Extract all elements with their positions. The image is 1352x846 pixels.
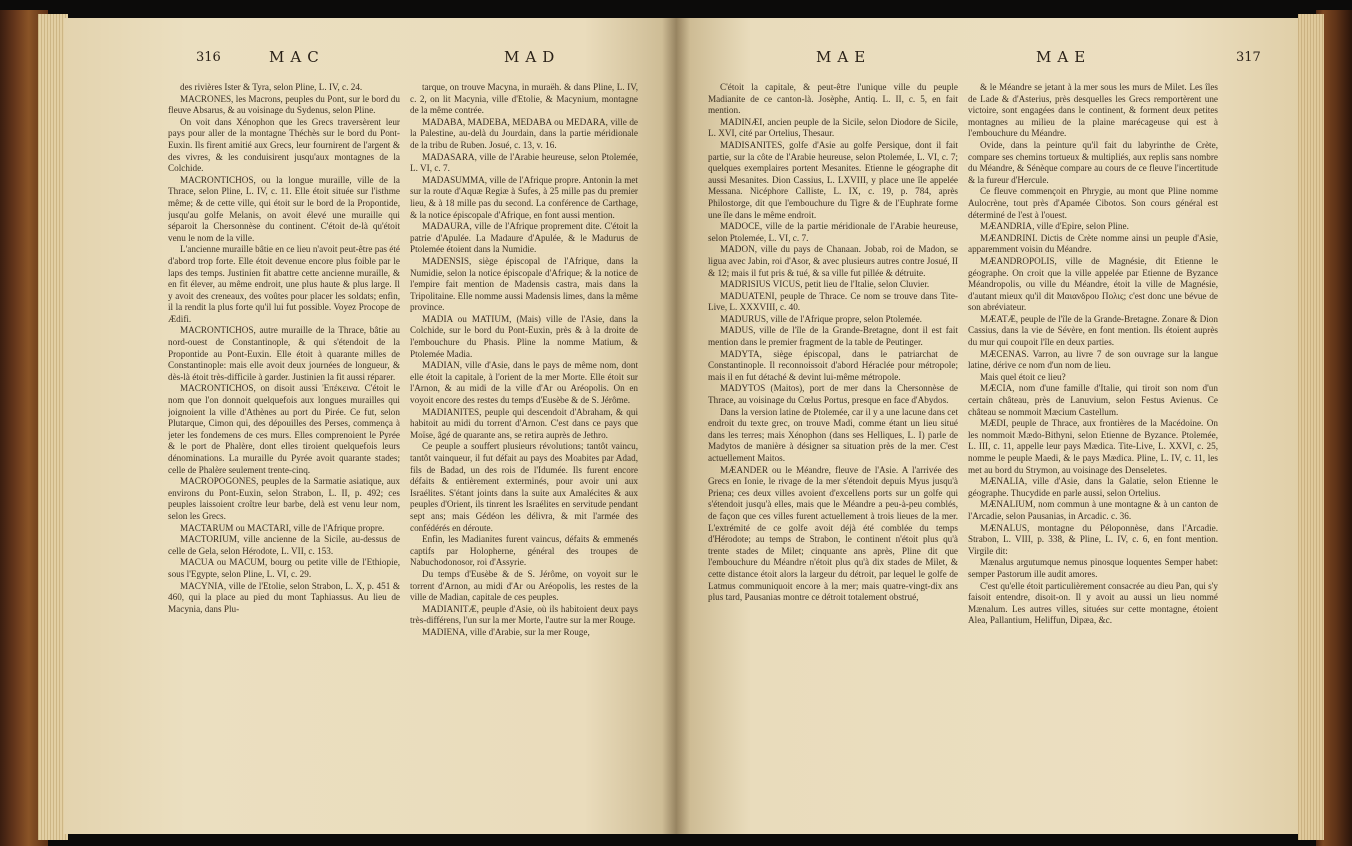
text-column-2 (410, 82, 638, 834)
paragraph: Du temps d'Eusèbe & de S. Jérôme, on voyoit sur le torrent d'Arnon, au midi d'Ar ou Aréopolis, les restes de la ville de Madian, capitale de ces peuples. (410, 568, 638, 603)
paragraph: MADABA, MADEBA, MEDABA ou MEDARA, ville de la Palestine, au-delà du Jourdain, dans la partie méridionale de la tribu de Ruben. Josué, c. 13, v. 16. (410, 116, 638, 150)
paragraph: Ce peuple a souffert plusieurs révolutions; tantôt vaincu, tantôt vainqueur, il fut défait au pays des Moabites par Adad, fils de Badad, un des rois de l'Idumée. Ils furent encore défaits & entièrement exterminés, pour avoir uni aux Israélites. S'étant joints dans la suite aux Amalécites & aux peuples d'Orient, ils tinrent les Israélites en servitude pendant sept ans; mais Gédéon les délivra, & mit l'armée des confédérés en déroute. (410, 441, 638, 533)
paragraph: MÆANDRINI. Dictis de Crète nomme ainsi un peuple d'Asie, apparemment voisin du Méandre. (968, 232, 1218, 255)
paragraph: MACTORIUM, ville ancienne de la Sicile, au-dessus de celle de Gela, selon Hérodote, L. VII, c. 153. (168, 534, 400, 556)
paragraph: Dans la version latine de Ptolemée, car il y a une lacune dans cet endroit du texte grec, on trouve Madi, comme étant un lieu situé dans les terres; mais Xénophon (dans ses Helliques, L. I) parle de Madytos de manière à désigner sa situation près de la mer. C'est actuellement Maitos. (708, 406, 958, 463)
paragraph: MADIANITES, peuple qui descendoit d'Abraham, & qui habitoit au midi du torrent d'Arnon. C'est dans ce pays que Moïse, âgé de quarante ans, se retira auprès de Jethro. (410, 406, 638, 440)
paragraph: MADIA ou MATIUM, (Mais) ville de l'Asie, dans la Colchide, sur le bord du Pont-Euxin, près & à la droite de l'embouchure du Phasis. Pline la nomme Matium, & Ptolemée Madia. (410, 313, 638, 359)
paragraph: MADIANITÆ, peuple d'Asie, où ils habitoient deux pays très-différens, l'un sur la mer Morte, l'autre sur la mer Rouge. (410, 603, 638, 626)
paragraph: MÆNALIA, ville d'Asie, dans la Galatie, selon Etienne le géographe. Thucydide en parle aussi, selon Ortelius. (968, 476, 1218, 498)
paragraph: Ovide, dans la peinture qu'il fait du labyrinthe de Crète, compare ses chemins tortueux & multipliés, aux replis sans nombre du Méandre, & Sénèque compare au cours de ce fleuve l'incertitude & la fureur d'Hercule. (968, 139, 1218, 185)
paragraph: MADISANITES, golfe d'Asie au golfe Persique, dont il fait partie, sur la côte de l'Arabie heureuse, selon Ptolemée, L. VI, c. 7; quelques exemplaires portent Mesanites. Etienne le géographe dit aussi Mesanites. Dion Cassius, L. LXVIII, y place une île appelée Messana. Nicéphore Calliste, L. IX, c. 19, p. 784, après Philostorge, dit que l'embouchure du Tigre & de l'Euphrate forme une île dans le même endroit. (708, 139, 958, 220)
paragraph: MADAURA, ville de l'Afrique proprement dite. C'étoit la patrie d'Apulée. La Madaure d'Apulée, & le Madurus de Ptolemée étoient dans la Numidie. (410, 221, 638, 255)
paragraph: MACRONTICHOS, on disoit aussi Ἐπέκεινα. C'étoit le nom que l'on donnoit quelquefois aux longues murailles qui joignoient la ville d'Athènes au port du Pirée. Ce fut, selon Plutarque, Cimon qui, des dépouilles des Perses, commença à jeter les fondemens de ces murs. Elles comprenoient le Pyrée & le port de Phalère, dont elles tiroient quelquefois leurs dénominations. La muraille du Pyrée avoit quarante stades; celle de Phalère seulement trente-cinq. (168, 383, 400, 475)
running-head-left: MAC (269, 48, 325, 66)
paragraph: MADOCE, ville de la partie méridionale de l'Arabie heureuse, selon Ptolemée, L. VI, c. 7. (708, 221, 958, 243)
paragraph: Enfin, les Madianites furent vaincus, défaits & emmenés captifs par Holopherne, général des troupes de Nabuchodonosor, roi d'Assyrie. (410, 534, 638, 568)
running-head-right: MAE (1036, 48, 1092, 66)
paragraph: MÆANDROPOLIS, ville de Magnésie, dit Etienne le géographe. On croit que la ville appelée par Etienne de Byzance Méandropolis, ou ville du Méandre, étoit la ville de Magnésie, d'autant mieux qu'il dit Μαιανδρου Πολις; c'est donc une bévue de son abréviateur. (968, 255, 1218, 313)
paragraph: MADINÆI, ancien peuple de la Sicile, selon Diodore de Sicile, L. XVI, cité par Ortelius, Thesaur. (708, 116, 958, 139)
paragraph: MADYTA, siège épiscopal, dans le patriarchat de Constantinople. Il reconnoissoit d'abord Héraclée pour métropole; mais il en fut détaché & devint lui-même métropole. (708, 348, 958, 382)
text-column-2 (968, 82, 1218, 834)
paragraph: des rivières Ister & Tyra, selon Pline, L. IV, c. 24. (180, 82, 363, 92)
paragraph: MÆANDER ou le Méandre, fleuve de l'Asie. A l'arrivée des Grecs en Ionie, le rivage de la mer s'étendoit depuis Myus jusqu'à Priena; ces deux villes avoient d'excellens ports sur un golfe qui s'étendoit jusqu'à elles, mais que le Méandre a peu-à-peu comblés, de façon que ces villes furent actuellement à trois lieues de la mer. L'extrémité de ce golfe avoit déjà été comblée du temps d'Hérodote; au temps de Strabon, le continent n'étoit plus qu'à trente stades de Milet; cinquante ans après, Pline dit que l'embouchure du Méandre n'étoit plus qu'à dix stades de Milet, & cette distance étoit alors la largeur du détroit, par lequel le golfe de Latmus communiquoit encore à la mer; mais quatre-vingt-dix ans plus tard, Pausanias montre ce détroit totalement obstrué, (708, 464, 958, 603)
paragraph: MÆNALIUM, nom commun à une montagne & à un canton de l'Arcadie, selon Pausanias, in Arcadic. c. 36. (968, 499, 1218, 521)
paragraph: MACTARUM ou MACTARI, ville de l'Afrique propre. (180, 522, 385, 533)
paragraph: MADRISIUS VICUS, petit lieu de l'Italie, selon Cluvier. (720, 279, 930, 290)
paragraph: tarque, on trouve Macyna, in muraëh. & dans Pline, L. IV, c. 2, on lit Macynia, ville d'Etolie, & Macynium, montagne de la même contrée. (410, 82, 638, 116)
text-column-1 (708, 82, 958, 834)
paragraph: MÆCENAS. Varron, au livre 7 de son ouvrage sur la langue latine, dérive ce nom d'un nom de lieu. (968, 348, 1218, 371)
paragraph: MADENSIS, siège épiscopal de l'Afrique, dans la Numidie, selon la notice épiscopale d'Afrique; & la notice de l'empire fait mention de Madensis castra, mais dans la Tripolitaine. Elle nomme aussi Madensis limes, dans la même province. (410, 255, 638, 313)
paragraph: Mænalus argutumque nemus pinosque loquentes Semper habet: semper Pastorum ille audit amores. (968, 557, 1218, 579)
paragraph: MÆNALUS, montagne du Péloponnèse, dans l'Arcadie. Strabon, L. VIII, p. 338, & Pline, L. IV, c. 6, en font mention. Virgile dit: (968, 522, 1218, 556)
text-column-1 (168, 82, 400, 834)
running-head-left: MAE (816, 48, 872, 66)
left-page (64, 18, 676, 834)
paragraph: MADYTOS (Maitos), port de mer dans la Chersonnèse de Thrace, au voisinage du Cœlus Portus, presque en face d'Abydos. (708, 383, 958, 406)
paragraph: MACRONTICHOS, autre muraille de la Thrace, bâtie au nord-ouest de Constantinople, & qui s'étendoit de la Propontide au Pont-Euxin. Elle étoit à quarante milles de Constantinople: mais elle avoit deux journées de longueur, & dès-là étoit très-difficile à garder. Justinien la fit aussi réparer. (168, 325, 400, 382)
paragraph: Ce fleuve commençoit en Phrygie, au mont que Pline nomme Aulocrène, tout près d'Apamée Cibotos. Son cours général est déterminé de l'est à l'ouest. (968, 186, 1218, 220)
running-head-right: MAD (504, 48, 561, 66)
paragraph: MACUA ou MACUM, bourg ou petite ville de l'Ethiopie, sous l'Egypte, selon Pline, L. VI, c. 29. (168, 557, 400, 579)
paragraph: MADASARA, ville de l'Arabie heureuse, selon Ptolemée, L. VI, c. 7. (410, 151, 638, 174)
paragraph: MACRONTICHOS, ou la longue muraille, ville de la Thrace, selon Pline, L. IV, c. 11. Elle étoit située sur l'isthme même; & de cette ville, qui étoit sur le bord de la Propontide, jusqu'au golfe Melanis, on avoit élevé une muraille qui séparoit la Chersonnèse du continent. C'étoit de-là qu'étoit venu le nom de la ville. (168, 174, 400, 243)
paragraph: MÆCIA, nom d'une famille d'Italie, qui tiroit son nom d'un certain château, près de Lanuvium, selon Festus Avienus. Ce château se nommoit Mæcium Castellum. (968, 383, 1218, 417)
page-number: 316 (196, 50, 221, 65)
paragraph: MADASUMMA, ville de l'Afrique propre. Antonin la met sur la route d'Aquæ Regiæ à Sufes, à 25 mille pas du premier lieu, & à 18 mille pas du second. La conférence de Carthage, & la notice épiscopale d'Afrique, en font aussi mention. (410, 174, 638, 220)
paragraph: L'ancienne muraille bâtie en ce lieu n'avoit peut-être pas été d'abord trop forte. Elle étoit devenue encore plus foible par le laps des temps. Justinien fit abattre cette ancienne muraille, & en fit élever, au même endroit, une plus haute & plus large. Il y avoit des creneaux, des voûtes pour placer les soldats; enfin, il la rendit la plus forte qu'il lui fut possible. Voyez Procope de Ædifi. (168, 244, 400, 324)
paragraph: Mais quel étoit ce lieu? (980, 371, 1066, 382)
paragraph: MACROPOGONES, peuples de la Sarmatie asiatique, aux environs du Pont-Euxin, selon Strabon, L. II, p. 492; ces peuples laissoient croître leur barbe, delà est venu leur nom, selon les Grecs. (168, 476, 400, 521)
paragraph: MACRONES, les Macrons, peuples du Pont, sur le bord du fleuve Absarus, & au voisinage du Sydenus, selon Pline. (168, 93, 400, 116)
paragraph: MÆDI, peuple de Thrace, aux frontières de la Macédoine. On les nommoit Mædo-Bithyni, selon Etienne de Byzance. Ptolemée, L. III, c. 11, appelle leur pays Mædica. Tite-Live, L. XXVI, c. 25, nomme le peuple Maedi, & le pays Mædica. Pline, L. IV, c. 11, les met au bord du Strymon, au voisinage des Denseletes. (968, 418, 1218, 475)
paragraph: MÆATÆ, peuple de l'île de la Grande-Bretagne. Zonare & Dion Cassius, dans la vie de Sévère, en font mention. Ils étoient auprès du mur qui coupoit l'île en deux parties. (968, 313, 1218, 348)
paragraph: C'étoit la capitale, & peut-être l'unique ville du peuple Madianite de ce canton-là. Josèphe, Antiq. L. II, c. 5, en fait mention. (708, 82, 958, 116)
page-edges-right (1298, 14, 1324, 840)
paragraph: MÆANDRIA, ville d'Epire, selon Pline. (980, 221, 1129, 232)
paragraph: MADURUS, ville de l'Afrique propre, selon Ptolemée. (720, 313, 922, 324)
paragraph: MADIAN, ville d'Asie, dans le pays de même nom, dont elle étoit la capitale, à l'orient de la mer Morte. Elle étoit sur l'Arnon, & au midi de la ville d'Ar ou Aréopolis. On en voyoit encore des restes du temps d'Eusèbe & de S. Jérôme. (410, 360, 638, 406)
paragraph: MADIENA, ville d'Arabie, sur la mer Rouge, (422, 626, 590, 637)
book-gutter (662, 18, 690, 834)
paragraph: & le Méandre se jetant à la mer sous les murs de Milet. Les îles de Lade & d'Asterius, près desquelles les Grecs remportèrent une victoire, sont engagées dans le continent, & forment deux petites montagnes au milieu de la plaine marécageuse qui est à l'embouchure du Méandre. (968, 82, 1218, 139)
paragraph: On voit dans Xénophon que les Grecs traversèrent leur pays pour aller de la montagne Théchès sur le bord du Pont-Euxin. Ils firent amitié aux Grecs, leur fournirent de l'argent & des vivres, & les conduisirent jusqu'aux montagnes de la Colchide. (168, 116, 400, 174)
paragraph: MADUS, ville de l'île de la Grande-Bretagne, dont il est fait mention dans le premier fragment de la table de Peutinger. (708, 325, 958, 348)
page-number: 317 (1236, 50, 1261, 65)
paragraph: MADUATENI, peuple de Thrace. Ce nom se trouve dans Tite-Live, L. XXXVIII, c. 40. (708, 290, 958, 313)
paragraph: C'est qu'elle étoit particulièrement consacrée au dieu Pan, qui s'y faisoit entendre, disoit-on. Il y avoit au aussi un lieu nommé Mænalum. Les autres villes, situées sur cette montagne, étoient Alea, Pallantium, Heliffun, Dipæa, &c. (968, 580, 1218, 626)
paragraph: MACYNIA, ville de l'Etolie, selon Strabon, L. X, p. 451 & 460, qui la place au pied du mont Taphiassus. Au lieu de Macynia, dans Plu- (168, 580, 400, 614)
paragraph: MADON, ville du pays de Chanaan. Jobab, roi de Madon, se ligua avec Jabin, roi d'Asor, & avec plusieurs autres contre Josué, II & 12; mais il fut pris & tué, & sa ville fut pillée & détruite. (708, 244, 958, 278)
right-page (676, 18, 1298, 834)
